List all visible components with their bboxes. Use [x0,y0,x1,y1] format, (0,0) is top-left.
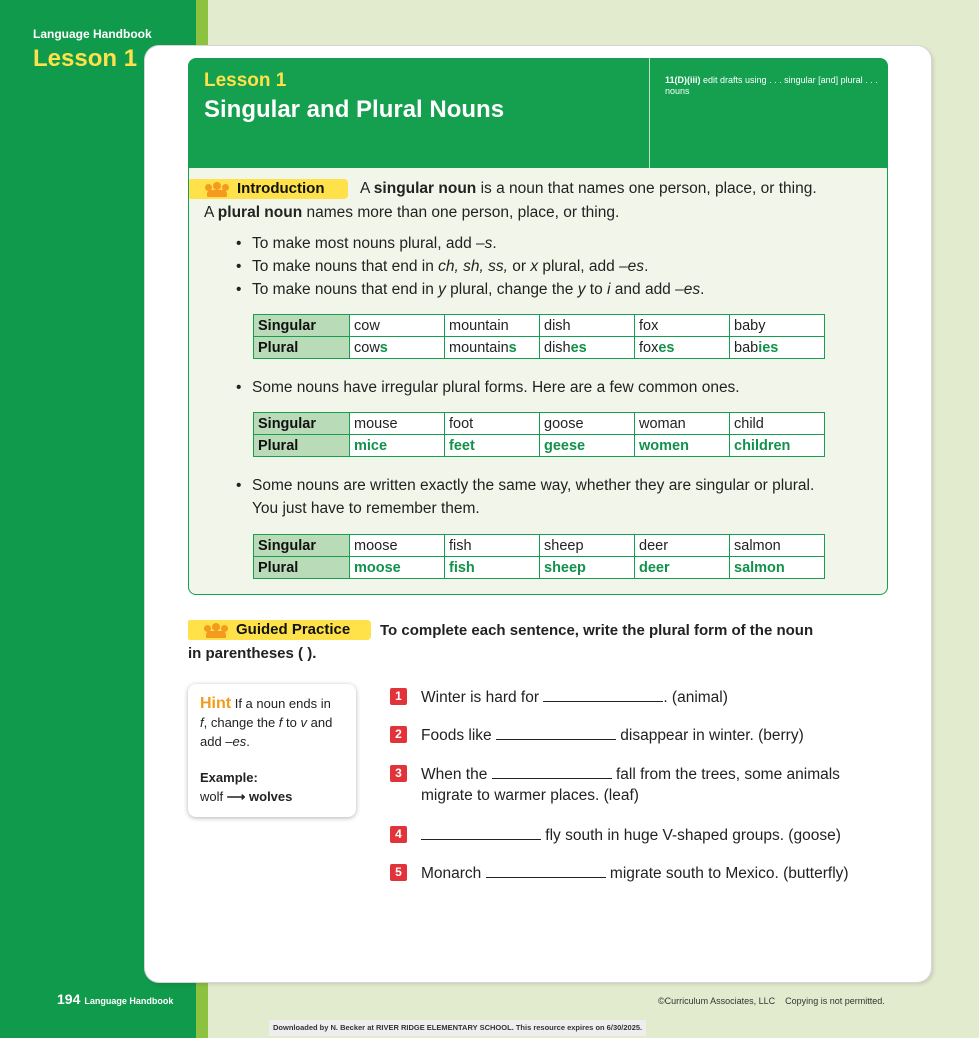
example-label: Example: [200,770,258,785]
side-lesson-label: Lesson 1 [33,45,138,72]
table-row [254,413,825,435]
row-header: Plural [254,435,350,457]
same-form-bullet [233,474,814,520]
copyright-notice: ©Curriculum Associates, LLC Copying is not permitted. [658,996,885,1006]
hint-line-3: add –es. [200,734,250,749]
people-icon [204,623,228,637]
right-arrow-icon: ⟶ [226,789,246,804]
hint-line-1: Hint If a noun ends in [200,695,331,712]
header-lesson-number: Lesson 1 [204,70,287,91]
singular-noun-term: singular noun [373,180,477,197]
item-number-badge: 2 [390,726,407,743]
table-cell: dish [540,315,635,337]
item-number-badge: 1 [390,688,407,705]
page-title: Singular and Plural Nouns [204,96,505,123]
table-cell: fish [445,557,540,579]
download-notice: Downloaded by N. Becker at RIVER RIDGE ELEMENTARY SCHOOL. This resource expires on 6/30/2025. [269,1020,646,1036]
practice-instruction-line-2: in parentheses ( ). [188,645,317,662]
table-cell: mountains [445,337,540,359]
answer-blank[interactable] [496,724,616,740]
table-row [254,435,825,457]
item-number-badge: 5 [390,864,407,881]
table-row [254,315,825,337]
lesson-header [188,58,888,169]
table-cell: geese [540,435,635,457]
table-cell: babies [730,337,825,359]
intro-line-1: A singular noun is a noun that names one person, place, or thing. [360,180,817,197]
item-number-badge: 3 [390,765,407,782]
standard-text: edit drafts using . . . singular [and] plural . . . nouns [665,75,878,96]
answer-blank[interactable] [421,824,541,840]
table-cell: mouse [350,413,445,435]
table-cell: child [730,413,825,435]
guided-practice-tag-label: Guided Practice [236,621,351,638]
table-cell: cows [350,337,445,359]
table-cell: salmon [730,535,825,557]
regular-plurals-table [253,314,825,359]
row-header: Singular [254,535,350,557]
table-cell: sheep [540,535,635,557]
table-cell: mice [350,435,445,457]
row-header: Singular [254,413,350,435]
table-row [254,535,825,557]
table-cell: dishes [540,337,635,359]
same-form-table [253,534,825,579]
table-cell: sheep [540,557,635,579]
standard-note [665,75,880,97]
table-cell: deer [635,535,730,557]
table-row [254,337,825,359]
intro-line-2: A plural noun names more than one person, place, or thing. [204,204,620,221]
row-header: Singular [254,315,350,337]
hint-box [188,684,356,817]
header-divider [649,58,650,169]
irregular-plurals-table [253,412,825,457]
table-cell: women [635,435,730,457]
table-cell: cow [350,315,445,337]
row-header: Plural [254,337,350,359]
table-cell: foot [445,413,540,435]
example-line: wolf ⟶ wolves [200,789,293,804]
practice-instruction-line-1: To complete each sentence, write the plural form of the noun [380,622,814,639]
table-cell: moose [350,557,445,579]
table-cell: fox [635,315,730,337]
plural-noun-term: plural noun [217,204,303,221]
hint-word: Hint [200,695,232,712]
side-handbook-label: Language Handbook [33,27,152,41]
table-cell: children [730,435,825,457]
page-number: 194 Language Handbook [57,991,174,1007]
introduction-tag-label: Introduction [237,180,325,197]
answer-blank[interactable] [492,763,612,779]
hint-line-2: f, change the f to v and [200,715,333,730]
table-cell: feet [445,435,540,457]
table-cell: deer [635,557,730,579]
answer-blank[interactable] [486,862,606,878]
table-cell: moose [350,535,445,557]
table-cell: goose [540,413,635,435]
table-cell: salmon [730,557,825,579]
standard-code: 11(D)(iii) [665,75,701,85]
footer-handbook-label: Language Handbook [84,996,174,1006]
rule-bullet-3: • To make nouns that end in y plural, change the y to i and add –es. [233,278,704,301]
table-cell: mountain [445,315,540,337]
table-cell: foxes [635,337,730,359]
introduction-tag [189,179,348,199]
answer-blank[interactable] [543,686,663,702]
table-cell: woman [635,413,730,435]
table-cell: baby [730,315,825,337]
practice-item-3-line-2: migrate to warmer places. (leaf) [421,787,639,804]
row-header: Plural [254,557,350,579]
table-cell: fish [445,535,540,557]
same-form-line-2: You just have to remember them. [252,500,480,517]
same-form-line-1: • Some nouns are written exactly the same way, whether they are singular or plural. [252,477,815,494]
people-icon [205,182,229,196]
rule-bullet-1: • To make most nouns plural, add –s. [233,232,497,255]
guided-practice-tag [188,620,371,640]
item-number-badge: 4 [390,826,407,843]
rule-bullet-2: • To make nouns that end in ch, sh, ss, or x plural, add –es. [233,255,648,278]
irregular-bullet: • Some nouns have irregular plural forms. Here are a few common ones. [233,376,740,399]
table-row [254,557,825,579]
